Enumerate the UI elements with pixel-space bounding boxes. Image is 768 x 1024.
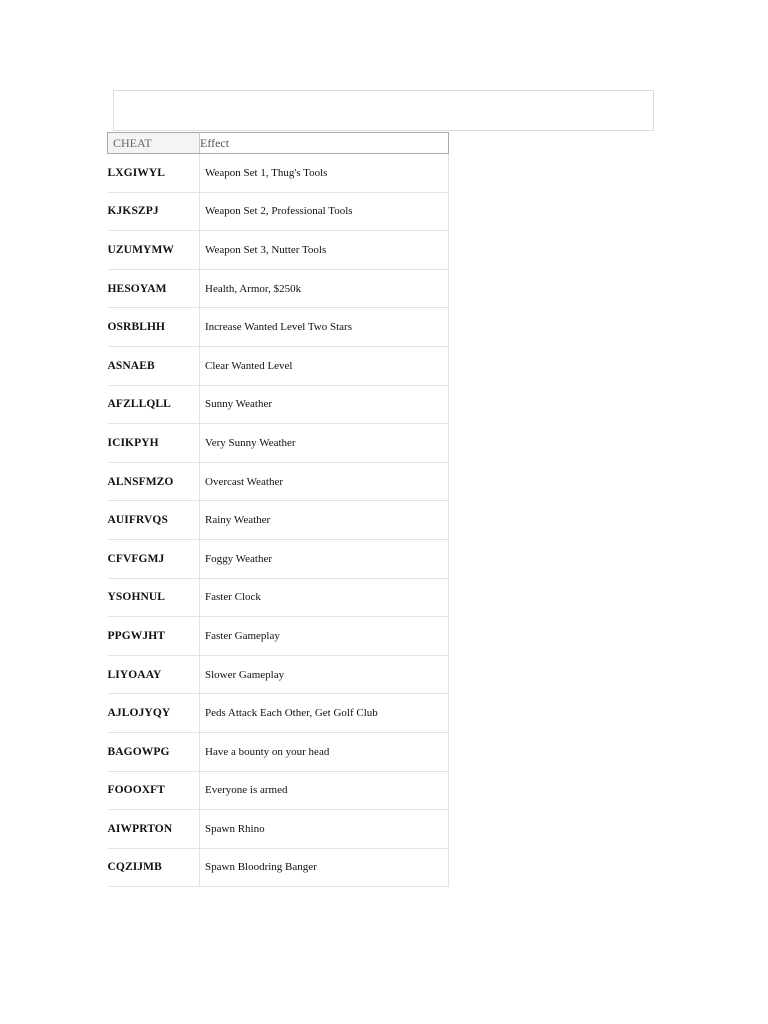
cheat-code: AIWPRTON [108,810,200,849]
table-row [108,154,449,193]
table-row [108,694,449,733]
cheat-code: ALNSFMZO [108,462,200,501]
table-row [108,192,449,231]
cheat-code: UZUMYMW [108,231,200,270]
table-row [108,346,449,385]
table-row [108,231,449,270]
cheat-effect: Everyone is armed [200,771,449,810]
table-row [108,308,449,347]
cheat-effect: Foggy Weather [200,539,449,578]
cheat-code: BAGOWPG [108,732,200,771]
cheat-code: CQZIJMB [108,848,200,887]
table-row [108,501,449,540]
table-row [108,539,449,578]
table-row [108,732,449,771]
cheat-code: PPGWJHT [108,617,200,656]
cheat-effect: Slower Gameplay [200,655,449,694]
cheat-effect: Faster Gameplay [200,617,449,656]
cheat-effect: Spawn Bloodring Banger [200,848,449,887]
table-row [108,462,449,501]
cheat-code: HESOYAM [108,269,200,308]
cheat-table [107,132,449,887]
cheat-effect: Spawn Rhino [200,810,449,849]
cheat-effect: Weapon Set 1, Thug's Tools [200,154,449,193]
cheat-effect: Clear Wanted Level [200,346,449,385]
cheat-code: LXGIWYL [108,154,200,193]
cheat-code: CFVFGMJ [108,539,200,578]
cheat-code: ICIKPYH [108,424,200,463]
cheat-effect: Weapon Set 3, Nutter Tools [200,231,449,270]
cheat-code: AJLOJYQY [108,694,200,733]
table-row [108,424,449,463]
cheat-effect: Rainy Weather [200,501,449,540]
cheat-code: ASNAEB [108,346,200,385]
table-row [108,269,449,308]
cheat-effect: Faster Clock [200,578,449,617]
table-row [108,578,449,617]
cheat-effect: Peds Attack Each Other, Get Golf Club [200,694,449,733]
table-row [108,655,449,694]
column-header-cheat: CHEAT [108,133,200,154]
column-header-effect: Effect [200,133,449,154]
cheat-effect: Weapon Set 2, Professional Tools [200,192,449,231]
cheat-effect: Sunny Weather [200,385,449,424]
cheat-code: LIYOAAY [108,655,200,694]
cheat-code: KJKSZPJ [108,192,200,231]
empty-header-box [113,90,654,131]
cheat-effect: Increase Wanted Level Two Stars [200,308,449,347]
table-header-row [108,133,449,154]
cheat-effect: Very Sunny Weather [200,424,449,463]
cheat-code: AFZLLQLL [108,385,200,424]
table-row [108,848,449,887]
cheat-effect: Health, Armor, $250k [200,269,449,308]
table-row [108,385,449,424]
cheat-effect: Have a bounty on your head [200,732,449,771]
table-row [108,617,449,656]
cheat-code: OSRBLHH [108,308,200,347]
cheat-code: AUIFRVQS [108,501,200,540]
cheat-code: YSOHNUL [108,578,200,617]
table-row [108,771,449,810]
cheat-effect: Overcast Weather [200,462,449,501]
cheat-code: FOOOXFT [108,771,200,810]
table-row [108,810,449,849]
